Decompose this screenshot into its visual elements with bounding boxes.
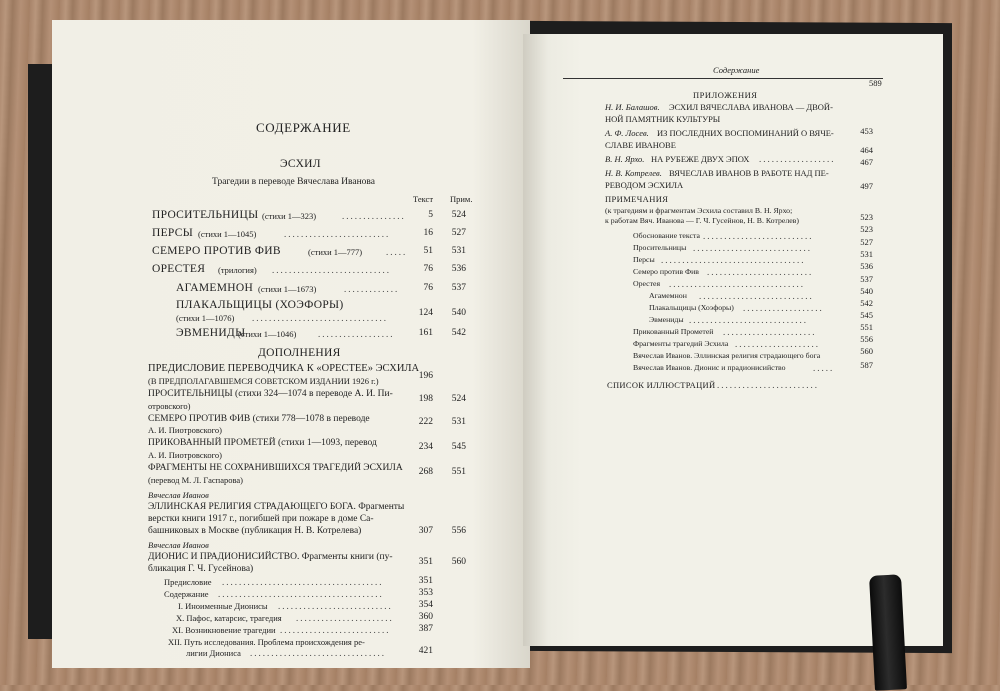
leader-dots: ........................... xyxy=(699,291,814,301)
toc-sub-entry-label: X. Пафос, катарсис, трагедия xyxy=(176,613,282,623)
leader-dots: ...................... xyxy=(723,327,817,337)
toc-sub-entry-label: Прикованный Прометей xyxy=(633,327,714,336)
toc-sub-entry-label: I. Иноименные Дионисы xyxy=(178,601,268,611)
toc-entry-title: ОРЕСТЕЯ xyxy=(152,263,206,275)
toc-sub-entry-label: Плакальщицы (Хоэфоры) xyxy=(649,303,734,312)
author-name: Вячеслав Иванов xyxy=(148,540,209,550)
toc-entry-author: А. Ф. Лосев. xyxy=(605,128,649,138)
toc-sub-entry-label: XI. Возникновение трагедии xyxy=(172,625,276,635)
toc-sub-entry-page: 545 xyxy=(860,310,873,320)
toc-sub-entry-page: 560 xyxy=(860,346,873,356)
toc-entry-line1: СЕМЕРО ПРОТИВ ФИВ (стихи 778—1078 в переводе xyxy=(148,414,370,424)
toc-entry-page: 464 xyxy=(860,145,873,155)
toc-sub-entry-page: 353 xyxy=(418,588,433,598)
column-header-text: Текст xyxy=(413,194,434,204)
toc-entry-title: АГАМЕМНОН xyxy=(176,282,254,294)
toc-entry-text-page: 307 xyxy=(418,526,433,536)
toc-entry-line1: ДИОНИС И ПРАДИОНИСИЙСТВО. Фрагменты книги (пу- xyxy=(148,552,393,562)
toc-sub-entry-page: 542 xyxy=(860,298,873,308)
toc-sub-entry-label: Обоснование текста xyxy=(633,231,700,240)
toc-entry-notes-page: 556 xyxy=(451,526,466,536)
leader-dots: ..... xyxy=(813,363,835,373)
leader-dots: ........................... xyxy=(278,601,393,611)
toc-entry-title: ПРОСИТЕЛЬНИЦЫ xyxy=(152,209,259,221)
toc-entry-notes-page: 527 xyxy=(451,228,466,238)
pen xyxy=(869,574,907,691)
toc-entry-line2: СЛАВЕ ИВАНОВЕ xyxy=(605,140,676,150)
toc-sub-entry-page: 351 xyxy=(418,576,433,586)
leader-dots: ................... xyxy=(743,303,824,313)
toc-entry-text-page: 76 xyxy=(423,264,433,274)
toc-sub-entry-page: 523 xyxy=(860,212,873,222)
toc-entry-text-page: 51 xyxy=(423,246,433,256)
toc-entry-lines: (стихи 1—1046) xyxy=(238,329,297,339)
toc-entry-notes-page: 551 xyxy=(451,467,466,477)
leader-dots: ...................................... xyxy=(222,577,384,587)
toc-entry-line2: (перевод М. Л. Гаспарова) xyxy=(148,475,243,485)
leader-dots: ....................................... xyxy=(218,589,384,599)
section-heading-additions: ДОПОЛНЕНИЯ xyxy=(258,347,341,359)
running-head: Содержание xyxy=(713,65,760,75)
leader-dots: .......................... xyxy=(280,625,391,635)
leader-dots: ............... xyxy=(342,211,406,221)
header-rule xyxy=(563,78,883,79)
right-page xyxy=(523,34,943,646)
illustrations-page: 587 xyxy=(860,360,873,370)
toc-sub-entry-label: Персы xyxy=(633,255,655,264)
illustrations-heading: СПИСОК ИЛЛЮСТРАЦИЙ xyxy=(607,380,716,390)
leader-dots: ................................ xyxy=(250,648,386,658)
toc-sub-entry-label: XII. Путь исследования. Проблема происхождения ре- xyxy=(168,637,365,647)
leader-dots: .......................... xyxy=(703,231,814,241)
toc-entry-text-page: 76 xyxy=(423,283,433,293)
toc-entry-notes-page: 536 xyxy=(451,264,466,274)
toc-sub-entry-label: Вячеслав Иванов. Эллинская религия страдающего бога xyxy=(633,351,821,360)
toc-sub-entry-page: 354 xyxy=(418,600,433,610)
leader-dots: .................................. xyxy=(661,255,806,265)
toc-entry-line2: бликация Г. Ч. Гусейнова) xyxy=(148,564,254,574)
toc-entry-notes-page: 531 xyxy=(451,417,466,427)
leader-dots: ............................ xyxy=(693,243,812,253)
toc-entry-notes-page: 531 xyxy=(451,246,466,256)
toc-entry-line1: ПРЕДИСЛОВИЕ ПЕРЕВОДЧИКА К «ОРЕСТЕЕ» ЭСХИЛА xyxy=(148,363,420,374)
toc-entry-line1: ПРИКОВАННЫЙ ПРОМЕТЕЙ (стихи 1—1093, перевод xyxy=(148,438,377,448)
toc-entry-title: ЭВМЕНИДЫ xyxy=(176,327,246,339)
section-heading-aeschylus: ЭСХИЛ xyxy=(280,158,321,170)
toc-entry-line2: РЕВОДОМ ЭСХИЛА xyxy=(605,180,684,190)
toc-entry-line2: отровского) xyxy=(148,401,191,411)
toc-entry-line1: ВЯЧЕСЛАВ ИВАНОВ В РАБОТЕ НАД ПЕ- xyxy=(669,168,829,178)
toc-entry-notes-page: 560 xyxy=(451,557,466,567)
toc-entry-title: ПЕРСЫ xyxy=(152,227,194,239)
left-page xyxy=(52,20,530,668)
toc-entry-line1: ИЗ ПОСЛЕДНИХ ВОСПОМИНАНИЙ О ВЯЧЕ- xyxy=(657,128,834,138)
notes-subtitle-1: (к трагедиям и фрагментам Эсхила составил В. Н. Ярхо; xyxy=(605,206,793,215)
leader-dots: ..... xyxy=(386,247,408,257)
toc-entry-lines: (стихи 1—1673) xyxy=(258,284,317,294)
toc-sub-entry-page: 387 xyxy=(418,624,433,634)
toc-entry-author: В. Н. Ярхо. xyxy=(605,154,645,164)
toc-entry-line1: НА РУБЕЖЕ ДВУХ ЭПОХ xyxy=(651,154,750,164)
section-heading-appendices: ПРИЛОЖЕНИЯ xyxy=(693,90,758,100)
toc-entry-page: 467 xyxy=(860,157,873,167)
toc-entry-page: 453 xyxy=(860,126,873,136)
toc-entry-text-page: 124 xyxy=(418,308,433,318)
toc-sub-entry-label: Вячеслав Иванов. Дионис и прадионисийство xyxy=(633,363,786,372)
toc-entry-line2: (В ПРЕДПОЛАГАВШЕМСЯ СОВЕТСКОМ ИЗДАНИИ 1926 г.) xyxy=(148,376,379,386)
toc-entry-author: Н. И. Балашов. xyxy=(605,102,660,112)
toc-sub-entry-page: 537 xyxy=(860,274,873,284)
author-name: Вячеслав Иванов xyxy=(148,490,209,500)
section-subtitle: Трагедии в переводе Вячеслава Иванова xyxy=(212,177,376,187)
toc-entry-line1: ПРОСИТЕЛЬНИЦЫ (стихи 324—1074 в переводе А. И. Пи- xyxy=(148,389,393,399)
leader-dots: .................... xyxy=(735,339,820,349)
toc-entry-notes-page: 524 xyxy=(451,210,466,220)
toc-entry-notes-page: 524 xyxy=(451,394,466,404)
toc-entry-lines: (трилогия) xyxy=(218,265,257,275)
toc-entry-notes-page: 537 xyxy=(451,283,466,293)
toc-entry-title: ПЛАКАЛЬЩИЦЫ (ХОЭФОРЫ) xyxy=(176,299,344,311)
toc-sub-entry-label: Орестея xyxy=(633,279,661,288)
toc-entry-text-page: 5 xyxy=(428,210,433,220)
toc-entry-notes-page: 540 xyxy=(451,308,466,318)
toc-entry-line2: А. И. Пиотровского) xyxy=(148,450,222,460)
toc-sub-entry-label: Эвмениды xyxy=(649,315,684,324)
leader-dots: ............. xyxy=(344,284,400,294)
toc-sub-entry-page: 556 xyxy=(860,334,873,344)
toc-entry-lines: (стихи 1—323) xyxy=(262,211,317,221)
leader-dots: ........................ xyxy=(717,380,819,390)
toc-entry-notes-page: 545 xyxy=(451,442,466,452)
toc-sub-entry-page: 551 xyxy=(860,322,873,332)
leader-dots: ......................... xyxy=(284,229,391,239)
toc-entry-notes-page: 542 xyxy=(451,328,466,338)
notes-heading: ПРИМЕЧАНИЯ xyxy=(605,194,669,204)
toc-sub-entry-page: 527 xyxy=(860,237,873,247)
notes-subtitle-2: к работам Вяч. Иванова — Г. Ч. Гусейнов, Н. В. Котрелев) xyxy=(605,216,799,225)
leader-dots: ............................ xyxy=(689,315,808,325)
toc-entry-line3: башниковых в Москве (публикация Н. В. Котрелева) xyxy=(148,526,362,536)
column-header-notes: Прим. xyxy=(450,194,473,204)
toc-entry-line2: верстки книги 1917 г., погибшей при пожаре в доме Са- xyxy=(148,514,374,524)
toc-sub-entry-page: 523 xyxy=(860,224,873,234)
leader-dots: .................. xyxy=(318,329,395,339)
toc-entry-title: СЕМЕРО ПРОТИВ ФИВ xyxy=(152,245,281,257)
toc-entry-text-page: 161 xyxy=(418,328,433,338)
toc-entry-line1: ЭЛЛИНСКАЯ РЕЛИГИЯ СТРАДАЮЩЕГО БОГА. Фрагменты xyxy=(148,502,405,512)
leader-dots: ................................ xyxy=(669,279,805,289)
toc-sub-entry-label: Просительницы xyxy=(633,243,687,252)
toc-sub-entry-page: 540 xyxy=(860,286,873,296)
toc-sub-entry-label: Семеро против Фив xyxy=(633,267,699,276)
leader-dots: ................................ xyxy=(252,313,388,323)
toc-entry-text-page: 16 xyxy=(423,228,433,238)
toc-sub-entry-label: Агамемнон xyxy=(649,291,687,300)
toc-entry-text-page: 198 xyxy=(418,394,433,404)
toc-sub-entry-page: 421 xyxy=(418,646,433,656)
toc-entry-text-page: 234 xyxy=(418,442,433,452)
toc-entry-line2: НОЙ ПАМЯТНИК КУЛЬТУРЫ xyxy=(605,114,721,124)
leader-dots: ......................... xyxy=(707,267,814,277)
toc-entry-text-page: 196 xyxy=(418,371,433,381)
leader-dots: ....................... xyxy=(296,613,394,623)
toc-sub-entry-page: 360 xyxy=(418,612,433,622)
notes-page: 497 xyxy=(860,181,873,191)
toc-sub-entry-label: Фрагменты трагедий Эсхила xyxy=(633,339,729,348)
toc-sub-entry-label-cont: лигии Диониса xyxy=(186,648,241,658)
toc-entry-line2: А. И. Пиотровского) xyxy=(148,425,222,435)
toc-sub-entry-label: Предисловие xyxy=(164,577,212,587)
toc-entry-text-page: 351 xyxy=(418,557,433,567)
toc-entry-lines: (стихи 1—1076) xyxy=(176,313,235,323)
toc-entry-text-page: 222 xyxy=(418,417,433,427)
toc-entry-author: Н. В. Котрелев. xyxy=(605,168,662,178)
page-title: СОДЕРЖАНИЕ xyxy=(256,120,351,135)
toc-entry-lines: (стихи 1—1045) xyxy=(198,229,257,239)
toc-sub-entry-page: 531 xyxy=(860,249,873,259)
toc-entry-line1: ЭСХИЛ ВЯЧЕСЛАВА ИВАНОВА — ДВОЙ- xyxy=(669,102,833,112)
page-number: 589 xyxy=(869,78,882,88)
leader-dots: ............................ xyxy=(272,265,391,275)
leader-dots: .................. xyxy=(759,154,836,164)
toc-entry-lines: (стихи 1—777) xyxy=(308,247,363,257)
toc-sub-entry-page: 536 xyxy=(860,261,873,271)
toc-entry-text-page: 268 xyxy=(418,467,433,477)
toc-sub-entry-label: Содержание xyxy=(164,589,209,599)
toc-entry-line1: ФРАГМЕНТЫ НЕ СОХРАНИВШИХСЯ ТРАГЕДИЙ ЭСХИЛА xyxy=(148,463,403,473)
